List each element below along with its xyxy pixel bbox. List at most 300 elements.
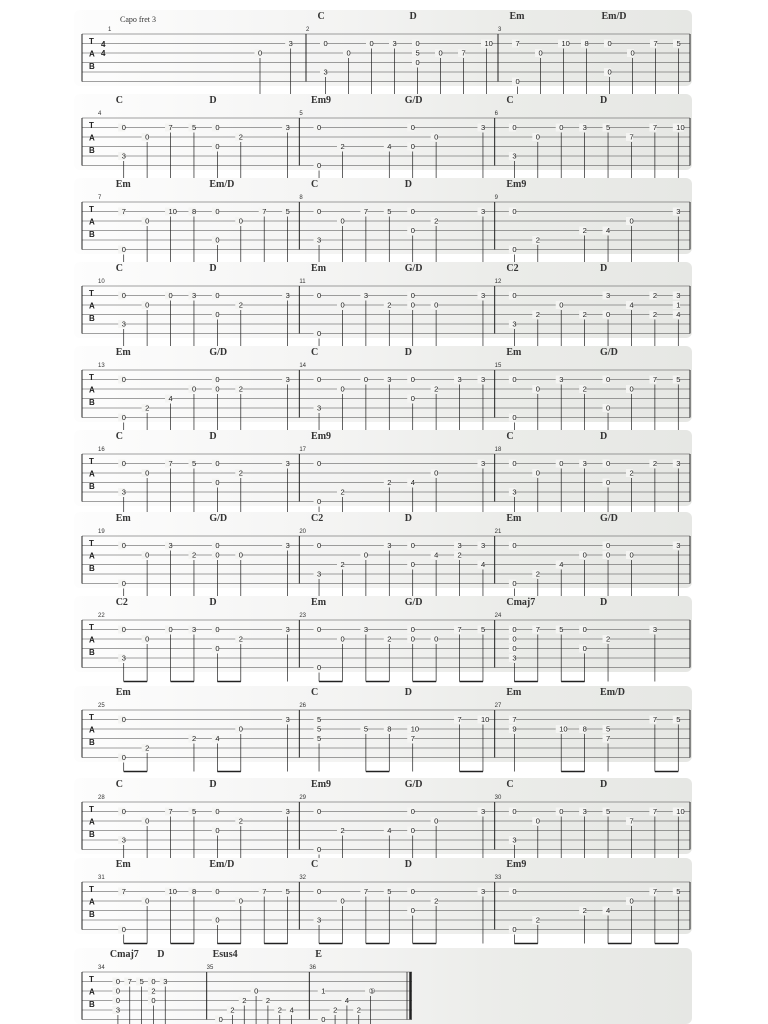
fret-number: 2: [434, 384, 439, 394]
tab-system: [0, 94, 768, 170]
fret-number: 5: [285, 207, 290, 217]
chord-symbol: Em9: [311, 431, 332, 442]
tab-staff-svg: [0, 430, 768, 506]
tab-clef-letter: T: [89, 713, 94, 722]
fret-number: 2: [434, 896, 439, 906]
chord-symbol: Em9: [506, 179, 527, 190]
fret-number: 3: [163, 977, 168, 987]
measure-number: 36: [309, 965, 317, 971]
fret-number: 0: [218, 1015, 223, 1024]
chord-symbol: C: [311, 687, 319, 698]
fret-number: 0: [340, 384, 345, 394]
measure-number: 16: [98, 447, 105, 453]
tab-clef-letter: A: [89, 817, 95, 827]
fret-number: 7: [168, 807, 173, 817]
fret-number: 2: [238, 468, 243, 478]
fret-number: 0: [145, 132, 150, 142]
tab-clef-letter: T: [89, 205, 94, 214]
fret-number: 10: [676, 807, 685, 817]
fret-number: 0: [115, 996, 121, 1006]
fret-number: 2: [191, 734, 197, 744]
fret-number: 5: [387, 207, 392, 217]
fret-number: 0: [410, 226, 415, 236]
fret-number: 3: [512, 319, 517, 329]
fret-number: 0: [369, 39, 374, 49]
fret-number: 10: [484, 39, 493, 49]
chord-symbol: D: [600, 597, 608, 608]
fret-number: 7: [168, 459, 173, 469]
chord-symbol: Em9: [311, 779, 332, 790]
fret-number: ①: [368, 986, 376, 996]
measure-number: 11: [299, 279, 306, 285]
fret-number: 0: [410, 123, 415, 133]
tab-system: [0, 948, 768, 1024]
fret-number: 3: [480, 207, 486, 217]
fret-number: 0: [434, 468, 439, 478]
fret-number: 0: [559, 459, 564, 469]
fret-number: 0: [630, 48, 635, 58]
fret-number: 7: [262, 207, 267, 217]
chord-symbol: Em: [506, 687, 522, 698]
measure-number: 33: [494, 875, 502, 881]
fret-number: 0: [215, 310, 220, 320]
fret-number: 4: [629, 300, 634, 310]
fret-number: 9: [512, 724, 517, 734]
measure-number: 25: [98, 703, 105, 709]
fret-number: 3: [606, 291, 611, 301]
fret-number: 5: [387, 887, 392, 897]
fret-number: 0: [606, 478, 611, 488]
fret-number: 0: [317, 291, 322, 301]
chord-symbol: C: [115, 431, 123, 442]
fret-number: 3: [317, 403, 322, 413]
measure-number: 2: [306, 27, 310, 33]
fret-number: 0: [606, 310, 611, 320]
chord-symbol: Em: [115, 859, 131, 870]
chord-symbol: D: [157, 949, 165, 960]
fret-number: 0: [215, 459, 220, 469]
measure-number: 32: [299, 875, 307, 881]
fret-number: 3: [676, 291, 681, 301]
fret-number: 3: [285, 123, 290, 133]
fret-number: 7: [461, 48, 466, 58]
fret-number: 0: [559, 123, 564, 133]
fret-number: 0: [629, 384, 634, 394]
chord-symbol: C: [506, 779, 514, 790]
chord-symbol: C: [311, 179, 319, 190]
fret-number: 7: [512, 715, 517, 725]
chord-symbol: D: [209, 597, 217, 608]
fret-number: 7: [652, 123, 658, 133]
fret-number: 2: [356, 1005, 361, 1015]
fret-number: 2: [340, 487, 345, 497]
chord-symbol: Esus4: [212, 949, 238, 960]
fret-number: 3: [323, 67, 328, 77]
fret-number: 0: [410, 394, 415, 404]
fret-number: 2: [535, 235, 540, 245]
fret-number: 0: [535, 468, 540, 478]
fret-number: 5: [676, 375, 681, 385]
chord-symbol: D: [404, 687, 412, 698]
tab-clef-letter: B: [89, 482, 95, 491]
fret-number: 0: [317, 887, 322, 897]
fret-number: 2: [145, 743, 150, 753]
fret-number: 3: [676, 541, 681, 551]
fret-number: 0: [215, 478, 220, 488]
chord-symbol: D: [404, 513, 412, 524]
chord-symbol: C: [311, 347, 319, 358]
fret-number: 7: [652, 375, 658, 385]
fret-number: 5: [317, 734, 322, 744]
fret-number: 3: [582, 123, 587, 133]
fret-number: 4: [606, 226, 611, 236]
measure-number: 12: [494, 279, 502, 285]
fret-number: 0: [410, 560, 415, 570]
measure-number: 18: [494, 447, 502, 453]
fret-number: 0: [317, 541, 322, 551]
tab-clef-letter: A: [89, 217, 95, 227]
fret-number: 3: [121, 319, 126, 329]
fret-number: 0: [215, 826, 220, 836]
fret-number: 7: [168, 123, 173, 133]
tab-clef-letter: B: [89, 230, 95, 239]
fret-number: 0: [145, 816, 150, 826]
fret-number: 2: [340, 826, 345, 836]
chord-symbol: D: [209, 779, 217, 790]
tab-clef-letter: A: [89, 133, 95, 143]
fret-number: 0: [145, 550, 150, 560]
fret-number: 7: [410, 734, 415, 744]
fret-number: 0: [317, 123, 322, 133]
fret-number: 0: [512, 207, 517, 217]
chord-symbol: E: [315, 949, 322, 960]
fret-number: 0: [215, 550, 220, 560]
fret-number: 0: [121, 459, 126, 469]
fret-number: 3: [121, 487, 126, 497]
tab-system: [0, 596, 768, 672]
tab-clef-letter: A: [89, 49, 95, 59]
fret-number: 7: [652, 807, 658, 817]
fret-number: 0: [121, 291, 126, 301]
fret-number: 3: [191, 625, 197, 635]
fret-number: 0: [191, 384, 197, 394]
chord-symbol: C2: [115, 597, 128, 608]
chord-symbol: Em: [509, 11, 525, 22]
tab-clef-letter: A: [89, 725, 95, 735]
tab-staff-svg: [0, 346, 768, 422]
fret-number: 0: [512, 625, 517, 635]
fret-number: 3: [676, 207, 681, 217]
fret-number: 7: [652, 715, 658, 725]
fret-number: 1: [676, 300, 681, 310]
fret-number: 0: [215, 807, 220, 817]
chord-symbol: G/D: [404, 95, 423, 106]
fret-number: 0: [512, 245, 517, 255]
fret-number: 0: [317, 625, 322, 635]
tab-system: [0, 686, 768, 762]
fret-number: 0: [121, 413, 126, 423]
fret-number: 0: [606, 541, 611, 551]
chord-symbol: D: [404, 347, 412, 358]
fret-number: 0: [410, 375, 415, 385]
fret-number: 2: [457, 550, 462, 560]
fret-number: 2: [242, 996, 247, 1006]
fret-number: 0: [512, 644, 517, 654]
fret-number: 5: [191, 459, 197, 469]
fret-number: 0: [340, 896, 345, 906]
fret-number: 10: [559, 724, 568, 734]
fret-number: 4: [434, 550, 439, 560]
tab-clef-letter: T: [89, 975, 94, 984]
fret-number: 0: [115, 977, 121, 987]
tab-clef-letter: B: [89, 564, 95, 573]
chord-symbol: Em: [506, 513, 522, 524]
fret-number: 4: [606, 906, 611, 916]
chord-symbol: C2: [506, 263, 519, 274]
fret-number: 0: [215, 644, 220, 654]
fret-number: 2: [238, 816, 243, 826]
fret-number: 2: [387, 634, 392, 644]
fret-number: 0: [535, 816, 540, 826]
fret-number: 0: [215, 625, 220, 635]
fret-number: 2: [387, 478, 392, 488]
fret-number: 0: [145, 896, 150, 906]
tab-clef-letter: B: [89, 830, 95, 839]
fret-number: 3: [512, 487, 517, 497]
chord-symbol: G/D: [404, 779, 423, 790]
fret-number: 0: [410, 887, 415, 897]
fret-number: 0: [317, 207, 322, 217]
fret-number: 2: [535, 915, 540, 925]
fret-number: 2: [191, 550, 197, 560]
tab-clef-letter: T: [89, 539, 94, 548]
chord-symbol: Em/D: [209, 859, 235, 870]
fret-number: 3: [285, 541, 290, 551]
tab-clef-letter: T: [89, 121, 94, 130]
tab-clef-letter: A: [89, 987, 95, 997]
fret-number: 5: [285, 887, 290, 897]
measure-number: 26: [299, 703, 307, 709]
fret-number: 0: [410, 207, 415, 217]
fret-number: 0: [258, 48, 263, 58]
chord-symbol: D: [209, 263, 217, 274]
measure-number: 9: [494, 195, 499, 201]
chord-symbol: Em9: [311, 95, 332, 106]
fret-number: 5: [606, 123, 611, 133]
chord-symbol: Em: [115, 687, 131, 698]
tab-clef-letter: T: [89, 623, 94, 632]
tab-clef-letter: B: [89, 738, 95, 747]
fret-number: 0: [121, 807, 126, 817]
fret-number: 3: [317, 569, 322, 579]
fret-number: 4: [344, 996, 350, 1006]
fret-number: 2: [652, 291, 658, 301]
fret-number: 0: [410, 142, 415, 152]
fret-number: 0: [410, 541, 415, 551]
fret-number: 4: [410, 478, 415, 488]
fret-number: 2: [652, 459, 658, 469]
fret-number: 3: [285, 715, 290, 725]
fret-number: 0: [582, 550, 587, 560]
fret-number: 3: [363, 291, 369, 301]
fret-number: 0: [607, 67, 612, 77]
tab-staff-svg: [0, 10, 768, 86]
fret-number: 5: [317, 724, 322, 734]
fret-number: 0: [317, 161, 322, 171]
tab-clef-letter: A: [89, 551, 95, 561]
chord-symbol: C: [311, 859, 319, 870]
fret-number: 3: [582, 459, 587, 469]
measure-number: 4: [98, 111, 102, 117]
chord-symbol: Em/D: [600, 687, 626, 698]
fret-number: 2: [582, 384, 587, 394]
fret-number: 0: [512, 887, 517, 897]
fret-number: 0: [415, 39, 420, 49]
tab-clef-letter: T: [89, 37, 94, 46]
measure-number: 13: [98, 363, 105, 369]
fret-number: 0: [317, 497, 322, 507]
fret-number: 0: [434, 634, 439, 644]
fret-number: 0: [410, 807, 415, 817]
tab-staff-svg: [0, 262, 768, 338]
fret-number: 0: [606, 550, 611, 560]
fret-number: 4: [168, 394, 173, 404]
fret-number: 0: [145, 634, 150, 644]
fret-number: 0: [215, 887, 220, 897]
fret-number: 3: [317, 235, 322, 245]
chord-symbol: D: [600, 431, 608, 442]
fret-number: 7: [457, 715, 462, 725]
tab-clef-letter: B: [89, 146, 95, 155]
fret-number: 2: [277, 1005, 282, 1015]
measure-number: 10: [98, 279, 105, 285]
fret-number: 3: [168, 541, 173, 551]
fret-number: 7: [363, 207, 369, 217]
chord-symbol: G/D: [209, 347, 228, 358]
fret-number: 8: [584, 39, 589, 49]
fret-number: 0: [559, 300, 564, 310]
measure-number: 35: [206, 965, 214, 971]
fret-number: 0: [512, 291, 517, 301]
chord-symbol: Em: [115, 513, 131, 524]
fret-number: 7: [363, 887, 369, 897]
measure-number: 5: [299, 111, 303, 117]
fret-number: 2: [333, 1005, 338, 1015]
fret-number: 5: [191, 123, 197, 133]
fret-number: 0: [363, 550, 369, 560]
tab-clef-letter: T: [89, 805, 94, 814]
tab-staff-svg: [0, 686, 768, 762]
fret-number: 10: [676, 123, 685, 133]
fret-number: 5: [559, 625, 564, 635]
chord-symbol: Em: [311, 597, 327, 608]
fret-number: 3: [480, 807, 486, 817]
fret-number: 3: [457, 541, 462, 551]
fret-number: 7: [653, 39, 658, 49]
tab-system: [0, 346, 768, 422]
fret-number: 10: [480, 715, 490, 725]
fret-number: 2: [606, 634, 611, 644]
fret-number: 1: [321, 986, 326, 996]
fret-number: 0: [121, 541, 126, 551]
measure-number: 21: [494, 529, 502, 535]
chord-symbol: Em/D: [209, 179, 235, 190]
chord-symbol: G/D: [600, 513, 618, 524]
chord-symbol: G/D: [600, 347, 618, 358]
tab-clef-letter: A: [89, 635, 95, 645]
fret-number: 3: [121, 653, 126, 663]
fret-number: 0: [215, 123, 220, 133]
fret-number: 4: [480, 560, 486, 570]
tab-system: [0, 178, 768, 254]
measure-number: 7: [98, 195, 102, 201]
fret-number: 3: [285, 459, 290, 469]
fret-number: 8: [387, 724, 392, 734]
fret-number: 0: [607, 39, 612, 49]
fret-number: 2: [151, 986, 156, 996]
measure-number: 15: [494, 363, 502, 369]
fret-number: 5: [606, 724, 611, 734]
fret-number: 0: [629, 216, 634, 226]
fret-number: 10: [168, 887, 177, 897]
chord-symbol: C: [506, 431, 514, 442]
tab-clef-letter: B: [89, 1000, 95, 1009]
chord-symbol: D: [209, 95, 217, 106]
tab-system: [0, 262, 768, 338]
fret-number: 4: [559, 560, 564, 570]
fret-number: 2: [652, 310, 658, 320]
fret-number: 3: [480, 887, 486, 897]
fret-number: 5: [191, 807, 197, 817]
chord-symbol: D: [404, 859, 412, 870]
fret-number: 0: [434, 132, 439, 142]
measure-number: 14: [299, 363, 307, 369]
tab-system: [0, 512, 768, 588]
fret-number: 3: [288, 39, 293, 49]
fret-number: 0: [121, 925, 126, 935]
chord-symbol: D: [600, 95, 608, 106]
chord-symbol: C: [506, 95, 514, 106]
tab-staff-svg: [0, 512, 768, 588]
measure-number: 23: [299, 613, 307, 619]
fret-number: 0: [340, 216, 345, 226]
measure-number: 31: [98, 875, 105, 881]
tab-clef-letter: T: [89, 457, 94, 466]
fret-number: 4: [387, 826, 392, 836]
fret-number: 0: [606, 403, 611, 413]
fret-number: 5: [139, 977, 144, 987]
fret-number: 3: [317, 915, 322, 925]
fret-number: 10: [410, 724, 420, 734]
fret-number: 0: [410, 906, 415, 916]
chord-symbol: G/D: [404, 263, 423, 274]
tab-clef-letter: B: [89, 648, 95, 657]
fret-number: 3: [285, 291, 290, 301]
tab-clef-letter: T: [89, 289, 94, 298]
chord-symbol: D: [600, 779, 608, 790]
fret-number: 3: [191, 291, 197, 301]
fret-number: 3: [512, 835, 517, 845]
chord-symbol: Em/D: [601, 11, 627, 22]
fret-number: 0: [121, 245, 126, 255]
fret-number: 2: [230, 1005, 235, 1015]
fret-number: 0: [317, 663, 322, 673]
fret-number: 2: [629, 468, 634, 478]
fret-number: 3: [480, 541, 486, 551]
fret-number: 5: [676, 39, 681, 49]
fret-number: 0: [582, 644, 587, 654]
fret-number: 0: [168, 625, 173, 635]
